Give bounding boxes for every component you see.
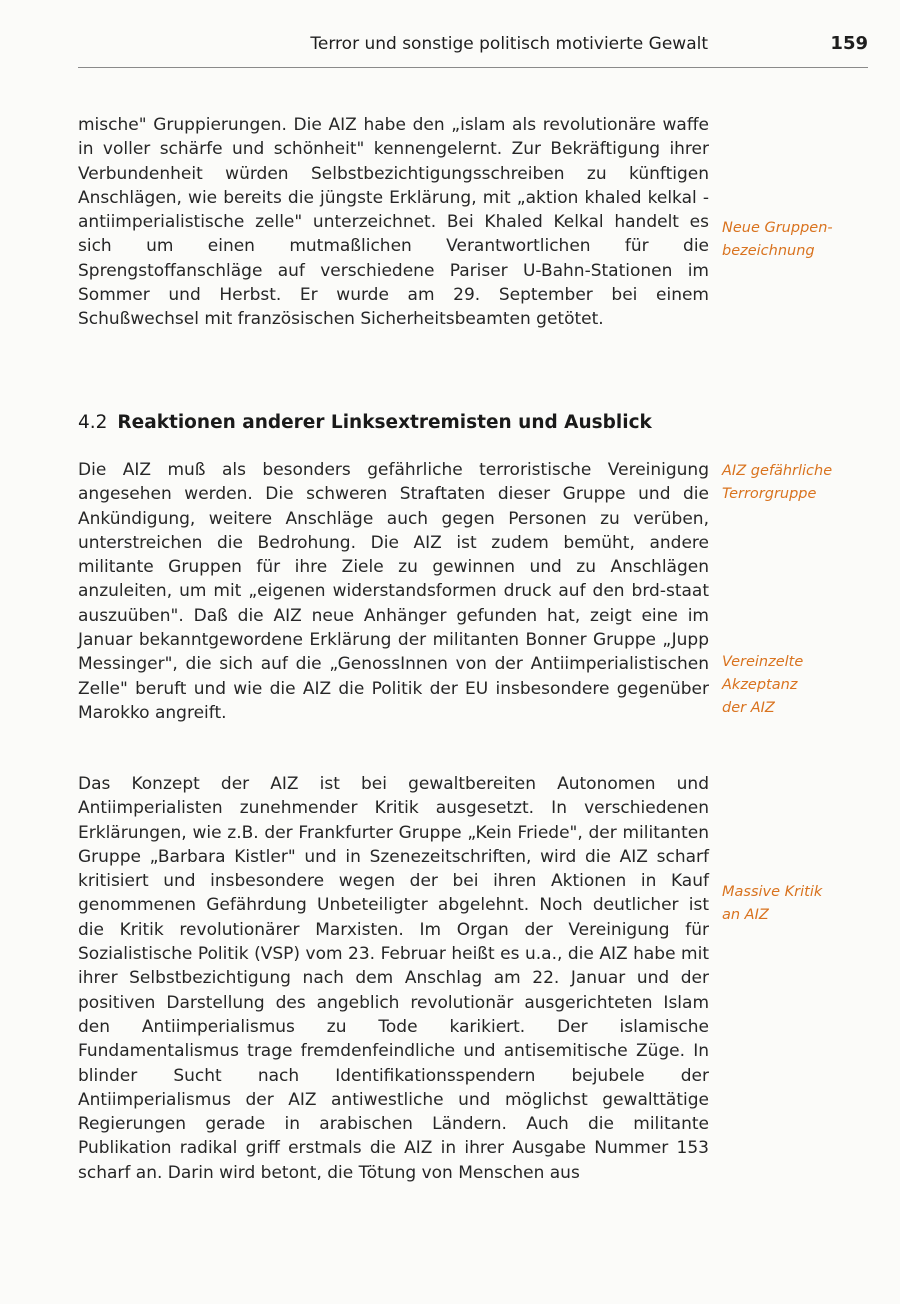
margin-note-line: AIZ gefährliche (722, 463, 833, 479)
section-number: 4.2 (78, 412, 108, 433)
margin-note-line: der AIZ (722, 700, 775, 716)
header-divider (78, 67, 868, 68)
section-title: Reaktionen anderer Linksextremisten und Ausblick (117, 412, 652, 433)
margin-note-line: an AIZ (722, 907, 769, 923)
margin-note-line: Neue Gruppen- (722, 220, 833, 236)
page-number: 159 (830, 33, 868, 54)
section-heading (78, 412, 718, 433)
body-paragraph-2: Die AIZ muß als besonders gefährliche terroristische Vereinigung angesehen werden. Die schweren Straftaten dieser Gruppe und die Ankündigung, weitere Anschläge auch gegen Personen zu verüben, unterstreichen die Bedrohung. Die AIZ ist zudem bemüht, andere militante Gruppen für ihre Ziele zu gewinnen und zu Anschlägen anzuleiten, um mit „eigenen widerstandsformen druck auf den brd-staat auszuüben". Daß die AIZ neue Anhänger gefunden hat, zeigt eine im Januar bekanntgewordene Erklärung der militanten Bonner Gruppe „Jupp Messinger", die sich auf die „GenossInnen von der Antiimperialistischen Zelle" beruft und wie die AIZ die Politik der EU insbesondere gegenüber Marokko angreift. (78, 460, 709, 723)
body-paragraph-1: mische" Gruppierungen. Die AIZ habe den „islam als revolutionäre waffe in voller schärfe und schönheit" kennengelernt. Zur Bekräftigung ihrer Verbundenheit würden Selbstbezichtigungsschreiben zu künftigen Anschlägen, wie bereits die jüngste Erklärung, mit „aktion khaled kelkal - antiimperialistische zelle" unterzeichnet. Bei Khaled Kelkal handelt es sich um einen mutmaßlichen Verantwortlichen für die Sprengstoffanschläge auf verschiedene Pariser U-Bahn-Stationen im Sommer und Herbst. Er wurde am 29. September bei einem Schußwechsel mit französischen Sicherheitsbeamten getötet. (78, 115, 709, 330)
running-header (0, 32, 868, 64)
margin-note-line: Terrorgruppe (722, 486, 817, 502)
margin-note-line: Vereinzelte (722, 654, 804, 670)
margin-note-line: Massive Kritik (722, 884, 823, 900)
margin-note-new-group-name (722, 217, 882, 263)
running-header-title: Terror und sonstige politisch motivierte Gewalt (310, 34, 708, 54)
margin-note-massive-criticism (722, 881, 882, 927)
margin-note-isolated-acceptance (722, 651, 882, 720)
body-paragraph-3: Das Konzept der AIZ ist bei gewaltbereiten Autonomen und Antiimperialisten zunehmender Kritik ausgesetzt. In verschiedenen Erklärungen, wie z.B. der Frankfurter Gruppe „Kein Friede", der militanten Gruppe „Barbara Kistler" und in Szenezeitschriften, wird die AIZ scharf kritisiert und insbesondere wegen der bei ihren Aktionen in Kauf genommenen Gefährdung Unbeteiligter abgelehnt. Noch deutlicher ist die Kritik revolutionärer Marxisten. Im Organ der Vereinigung für Sozialistische Politik (VSP) vom 23. Februar heißt es u.a., die AIZ habe mit ihrer Selbstbezichtigung nach dem Anschlag am 22. Januar und der positiven Darstellung des angeblich revolutionär ausgerichteten Islam den Antiimperialismus zu Tode karikiert. Der islamische Fundamentalismus trage fremdenfeindliche und antisemitische Züge. In blinder Sucht nach Identifikationsspendern bejubele der Antiimperialismus der AIZ antiwestliche und möglichst gewalttätige Regierungen gerade in arabischen Ländern. Auch die militante Publikation radikal griff erstmals die AIZ in ihrer Ausgabe Nummer 153 scharf an. Darin wird betont, die Tötung von Menschen aus (78, 774, 709, 1183)
margin-note-line: Akzeptanz (722, 677, 798, 693)
margin-note-line: bezeichnung (722, 243, 815, 259)
margin-note-dangerous-group (722, 460, 882, 506)
